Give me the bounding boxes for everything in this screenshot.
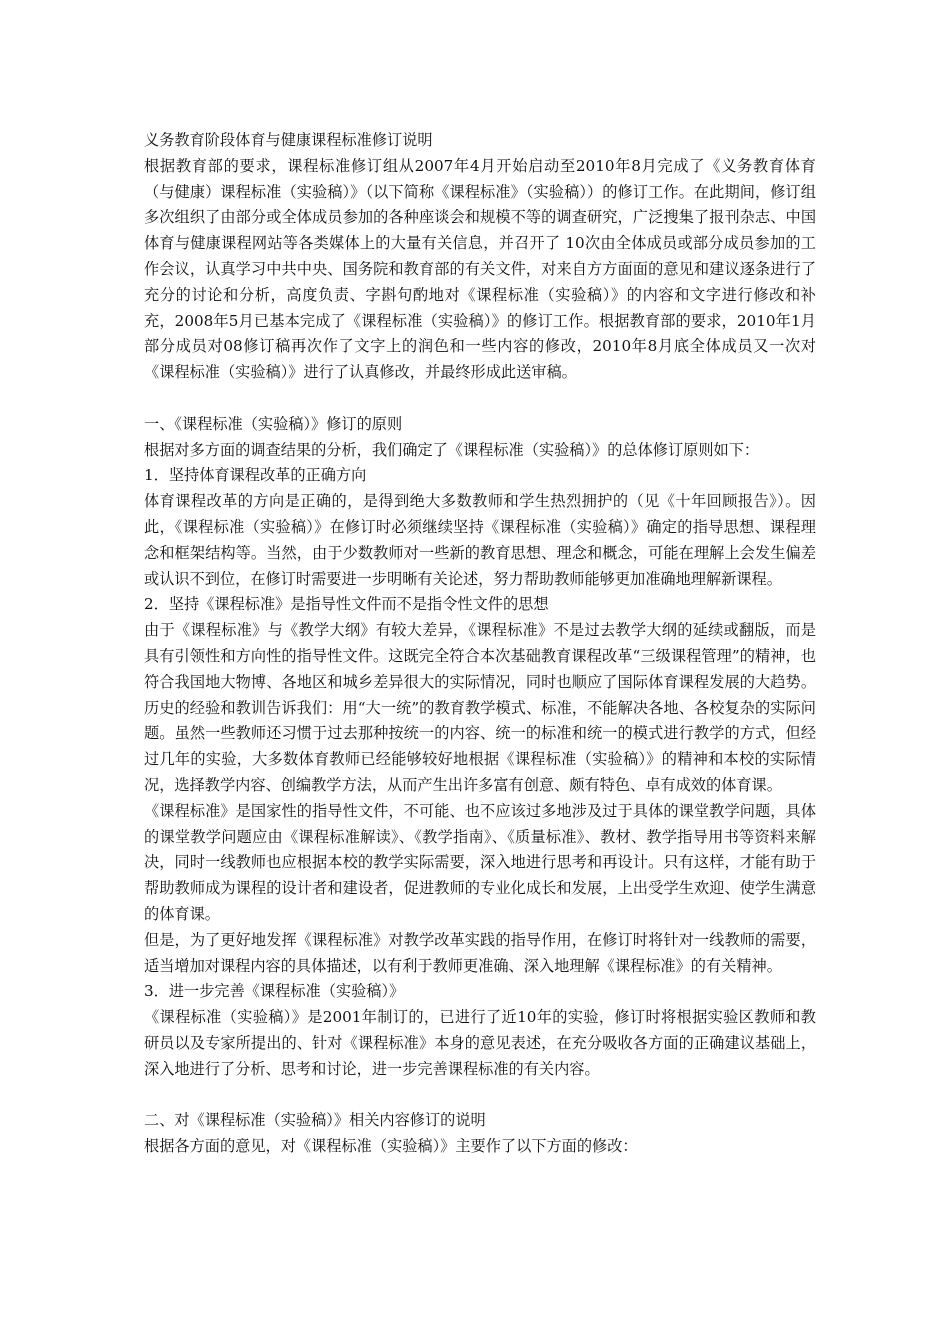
- section1-intro: 根据对多方面的调查结果的分析，我们确定了《课程标准（实验稿）》的总体修订原则如下：: [144, 440, 760, 459]
- blank-line: [144, 1082, 816, 1108]
- principle2-body-1: 由于《课程标准》与《教学大纲》有较大差异，《课程标准》不是过去教学大纲的延续或翻版，而是具有引领性和方向性的指导性文件。这既完全符合本次基础教育课程改革“三级课程管理”的精神，也符合我国地大物博、各地区和城乡差异很大的实际情况，同时也顺应了国际体育课程发展的大趋势。历史的经验和教训告诉我们：用“大一统”的教育教学模式、标准，不能解决各地、各校复杂的实际问题。虽然一些教师还习惯于过去那种按统一的内容、统一的标准和统一的模式进行教学的方式，但经过几年的实验，大多数体育教师已经能够较好地根据《课程标准（实验稿）》的精神和本校的实际情况，选择教学内容、创编教学方法，从而产生出许多富有创意、颇有特色、卓有成效的体育课。: [144, 621, 816, 794]
- principle3-body: 《课程标准（实验稿）》是2001年制订的，已进行了近10年的实验，修订时将根据实验区教师和教研员以及专家所提出的、针对《课程标准》本身的意见表述，在充分吸收各方面的正确建议基础上，深入地进行了分析、思考和讨论，进一步完善课程标准的有关内容。: [144, 1008, 816, 1078]
- blank-line: [144, 386, 816, 412]
- principle2-heading: 2．坚持《课程标准》是指导性文件而不是指令性文件的思想: [144, 595, 549, 614]
- intro-paragraph: 根据教育部的要求，课程标准修订组从2007年4月开始启动至2010年8月完成了《义务教育体育（与健康）课程标准（实验稿）》（以下简称《课程标准》（实验稿））的修订工作。在此期间，修订组多次组织了由部分或全体成员参加的各种座谈会和规模不等的调查研究，广泛搜集了报刊杂志、中国体育与健康课程网站等各类媒体上的大量有关信息，并召开了 10次由全体成员或部分成员参加的工作会议，认真学习中共中央、国务院和教育部的有关文件，对来自方方面面的意见和建议逐条进行了充分的讨论和分析，高度负责、字斟句酌地对《课程标准（实验稿）》的内容和文字进行修改和补充，2008年5月已基本完成了《课程标准（实验稿）》的修订工作。根据教育部的要求，2010年1月部分成员对08修订稿再次作了文字上的润色和一些内容的修改，2010年8月底全体成员又一次对《课程标准（实验稿）》进行了认真修改，并最终形成此送审稿。: [144, 156, 816, 382]
- principle3-heading: 3．进一步完善《课程标准（实验稿）》: [144, 982, 405, 1001]
- principle2-body-2: 《课程标准》是国家性的指导性文件，不可能、也不应该过多地涉及过于具体的课堂教学问题，具体的课堂教学问题应由《课程标准解读》、《教学指南》、《质量标准》、教材、教学指导用书等资料来解决，同时一线教师也应根据本校的教学实际需要，深入地进行思考和再设计。只有这样，才能有助于帮助教师成为课程的设计者和建设者，促进教师的专业化成长和发展，上出受学生欢迎、使学生满意的体育课。: [144, 801, 816, 923]
- section1-heading: 一、《课程标准（实验稿）》修订的原则: [144, 414, 403, 433]
- document-title: 义务教育阶段体育与健康课程标准修订说明: [144, 131, 433, 149]
- section2-intro: 根据各方面的意见，对《课程标准（实验稿）》主要作了以下方面的修改：: [144, 1137, 638, 1156]
- principle1-heading: 1．坚持体育课程改革的正确方向: [144, 466, 367, 485]
- section2-heading: 二、对《课程标准（实验稿）》相关内容修订的说明: [144, 1111, 486, 1130]
- document-page: [144, 128, 816, 1160]
- principle1-body: 体育课程改革的方向是正确的，是得到绝大多数教师和学生热烈拥护的（见《十年回顾报告》）。因此，《课程标准（实验稿）》在修订时必须继续坚持《课程标准（实验稿）》确定的指导思想、课程理念和框架结构等。当然，由于少数教师对一些新的教育思想、理念和概念，可能在理解上会发生偏差或认识不到位，在修订时需要进一步明晰有关论述，努力帮助教师能够更加准确地理解新课程。: [144, 492, 816, 588]
- principle2-body-3: 但是，为了更好地发挥《课程标准》对教学改革实践的指导作用，在修订时将针对一线教师的需要，适当增加对课程内容的具体描述，以有利于教师更准确、深入地理解《课程标准》的有关精神。: [144, 930, 816, 975]
